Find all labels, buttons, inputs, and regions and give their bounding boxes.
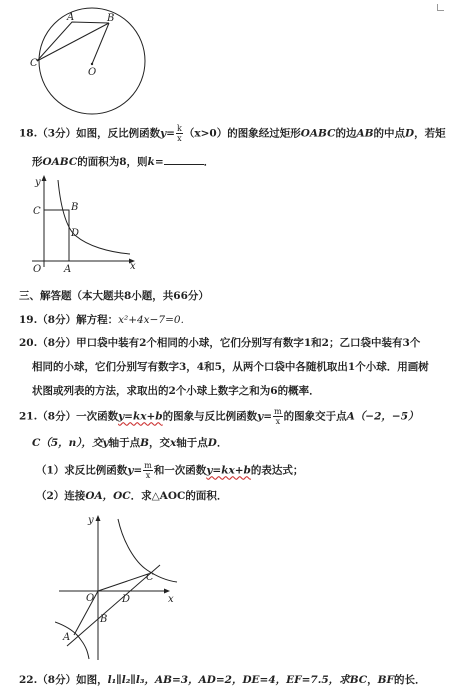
q20-line3: 状图或列表的方法，求取出的2个小球上数字之和为6的概率． — [32, 385, 320, 397]
q18-line1: 18.（3分）如图，反比例函数y= $\frac{k}{x}$ （x>0）的图象经过矩形OABC的边AB的中点D，若矩 — [19, 124, 446, 143]
q21-sub1: （1）求反比例函数y= $\frac{m}{x}$ 和一次函数y=kx+b的表达式； — [36, 461, 304, 480]
hyperbola-branch-third-quadrant — [55, 622, 89, 659]
radius-o-b — [92, 23, 109, 64]
q21-line1: 21.（8分）一次函数y=kx+b的图象与反比例函数y= $\frac{m}{x}$ 的图象交于点A（−2，−5） — [19, 407, 419, 426]
fraction-m-over-x: $\frac{m}{x}$ — [274, 407, 282, 426]
label-x: x — [168, 594, 174, 605]
label-y: y — [88, 515, 94, 526]
circle-figure — [0, 0, 160, 125]
label-o: O — [88, 67, 97, 78]
q18-line2: 形OABC的面积为8，则k= ． — [32, 156, 215, 168]
label-o: O — [86, 593, 95, 604]
label-c: C — [33, 206, 41, 217]
fraction-k-over-x: $\frac{k}{x}$ — [176, 124, 182, 143]
label-c: C — [146, 572, 154, 583]
label-a: A — [67, 12, 75, 23]
q20-line2: 相同的小球，它们分别写有数字3，4和5，从两个口袋中各随机取出1个小球．用画树 — [32, 361, 429, 373]
q18-figure — [28, 172, 140, 277]
label-b: B — [71, 202, 79, 213]
label-b: B — [107, 13, 115, 24]
q21-sub2: （2）连接OA，OC．求△AOC的面积． — [36, 490, 228, 502]
label-x: x — [130, 261, 136, 272]
corner-mark-top-right — [437, 4, 444, 11]
label-c: C — [30, 58, 38, 69]
label-a: A — [63, 632, 71, 643]
answer-blank[interactable] — [164, 154, 204, 165]
label-o: O — [33, 264, 42, 275]
fraction-m-over-x-2: $\frac{m}{x}$ — [144, 461, 152, 480]
q20-line1: 20.（8分）甲口袋中装有2个相同的小球，它们分别写有数字1和2；乙口袋中装有3个 — [19, 337, 421, 349]
q21-line2: C（5，n），交y轴于点B，交x轴于点D． — [32, 437, 228, 449]
circle — [39, 8, 145, 114]
chord-c-b — [37, 23, 109, 61]
label-a: A — [64, 264, 72, 275]
label-b: B — [100, 614, 108, 625]
center-point-o — [91, 63, 93, 65]
q22-line1: 22.（8分）如图，l₁∥l₂∥l₃，AB=3，AD=2，DE=4，EF=7.5，求BC，BF的长． — [19, 674, 426, 686]
q19: 19.（8分）解方程：x²+4x−7=0. — [19, 314, 184, 326]
section-3-title: 三、解答题（本大题共8小题，共66分） — [19, 290, 209, 302]
label-y: y — [35, 177, 41, 188]
label-d: D — [71, 228, 80, 239]
label-d: D — [122, 594, 131, 605]
q21-figure — [55, 512, 185, 662]
